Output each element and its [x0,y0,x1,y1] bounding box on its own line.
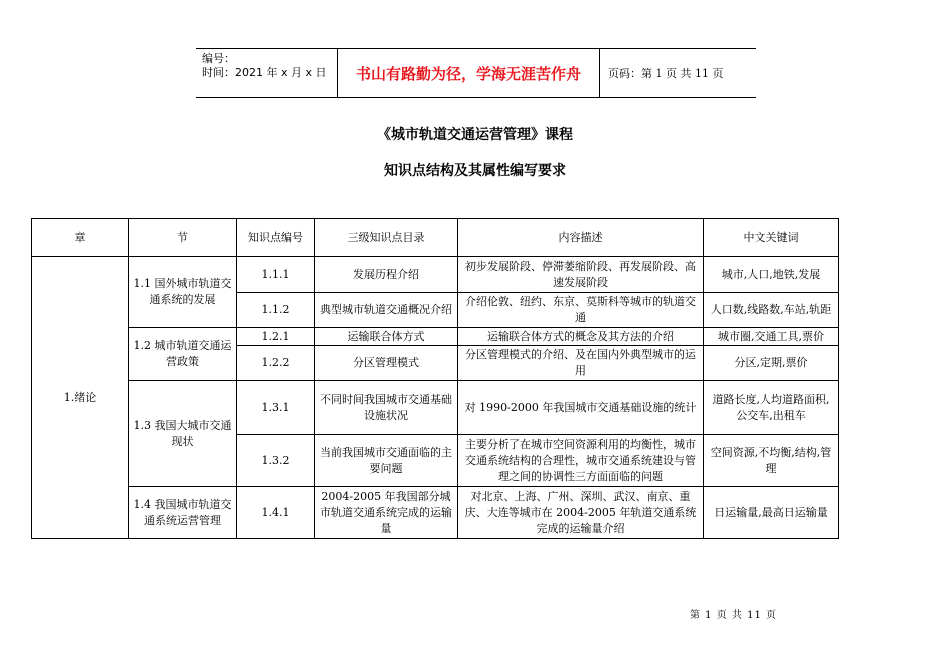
code-cell: 1.1.2 [237,293,315,328]
motto-text: 书山有路勤为径，学海无涯苦作舟 [355,64,581,83]
topic-cell: 分区管理模式 [315,346,458,381]
code-cell: 1.4.1 [237,487,315,539]
table-row [32,381,839,435]
description-cell: 分区管理模式的介绍、及在国内外典型城市的运用 [458,346,704,381]
header-page-info: 页码：第 1 页 共 11 页 [608,67,724,80]
document-title: 《城市轨道交通运营管理》课程 [377,127,573,143]
description-cell: 对北京、上海、广州、深圳、武汉、南京、重庆、大连等城市在 2004-2005 年轨道交通系统完成的运输量介绍 [458,487,704,539]
section-cell: 1.1 国外城市轨道交通系统的发展 [129,257,237,328]
document-number-label: 编号： [202,52,235,65]
description-cell: 介绍伦敦、纽约、东京、莫斯科等城市的轨道交通 [458,293,704,328]
code-cell: 1.2.1 [237,328,315,346]
section-cell: 1.3 我国大城市交通现状 [129,381,237,487]
section-cell: 1.4 我国城市轨道交通系统运营管理 [129,487,237,539]
keywords-cell: 道路长度,人均道路面积,公交车,出租车 [704,381,839,435]
description-cell: 运输联合体方式的概念及其方法的介绍 [458,328,704,346]
section-cell: 1.2 城市轨道交通运营政策 [129,328,237,381]
topic-cell: 当前我国城市交通面临的主要问题 [315,435,458,487]
page-footer: 第 1 页 共 11 页 [690,610,777,621]
keywords-cell: 空间资源,不均衡,结构,管理 [704,435,839,487]
knowledge-table [31,218,839,539]
topic-cell: 运输联合体方式 [315,328,458,346]
keywords-cell: 城市,人口,地铁,发展 [704,257,839,293]
code-cell: 1.3.1 [237,381,315,435]
topic-cell: 发展历程介绍 [315,257,458,293]
keywords-cell: 分区,定期,票价 [704,346,839,381]
page-header [196,48,756,98]
topic-cell: 不同时间我国城市交通基础设施状况 [315,381,458,435]
col-header-topic: 三级知识点目录 [315,219,458,257]
code-cell: 1.2.2 [237,346,315,381]
table-row [32,257,839,293]
description-cell: 对 1990-2000 年我国城市交通基础设施的统计 [458,381,704,435]
header-motto [338,49,600,97]
topic-cell: 2004-2005 年我国部分城市轨道交通系统完成的运输量 [315,487,458,539]
chapter-cell: 1.绪论 [32,257,129,539]
col-header-keywords: 中文关键词 [704,219,839,257]
code-cell: 1.1.1 [237,257,315,293]
col-header-description: 内容描述 [458,219,704,257]
document-date: 时间：2021 年 x 月 x 日 [202,66,327,79]
keywords-cell: 日运输量,最高日运输量 [704,487,839,539]
header-meta [196,49,338,97]
keywords-cell: 人口数,线路数,车站,轨距 [704,293,839,328]
code-cell: 1.3.2 [237,435,315,487]
keywords-cell: 城市圈,交通工具,票价 [704,328,839,346]
col-header-section: 节 [129,219,237,257]
description-cell: 主要分析了在城市空间资源利用的均衡性，城市交通系统结构的合理性，城市交通系统建设与管理之间的协调性三方面面临的问题 [458,435,704,487]
topic-cell: 典型城市轨道交通概况介绍 [315,293,458,328]
table-row [32,487,839,539]
document-subtitle: 知识点结构及其属性编写要求 [384,163,566,179]
col-header-code: 知识点编号 [237,219,315,257]
table-header-row [32,219,839,257]
description-cell: 初步发展阶段、停滞萎缩阶段、再发展阶段、高速发展阶段 [458,257,704,293]
col-header-chapter: 章 [32,219,129,257]
table-row [32,328,839,346]
